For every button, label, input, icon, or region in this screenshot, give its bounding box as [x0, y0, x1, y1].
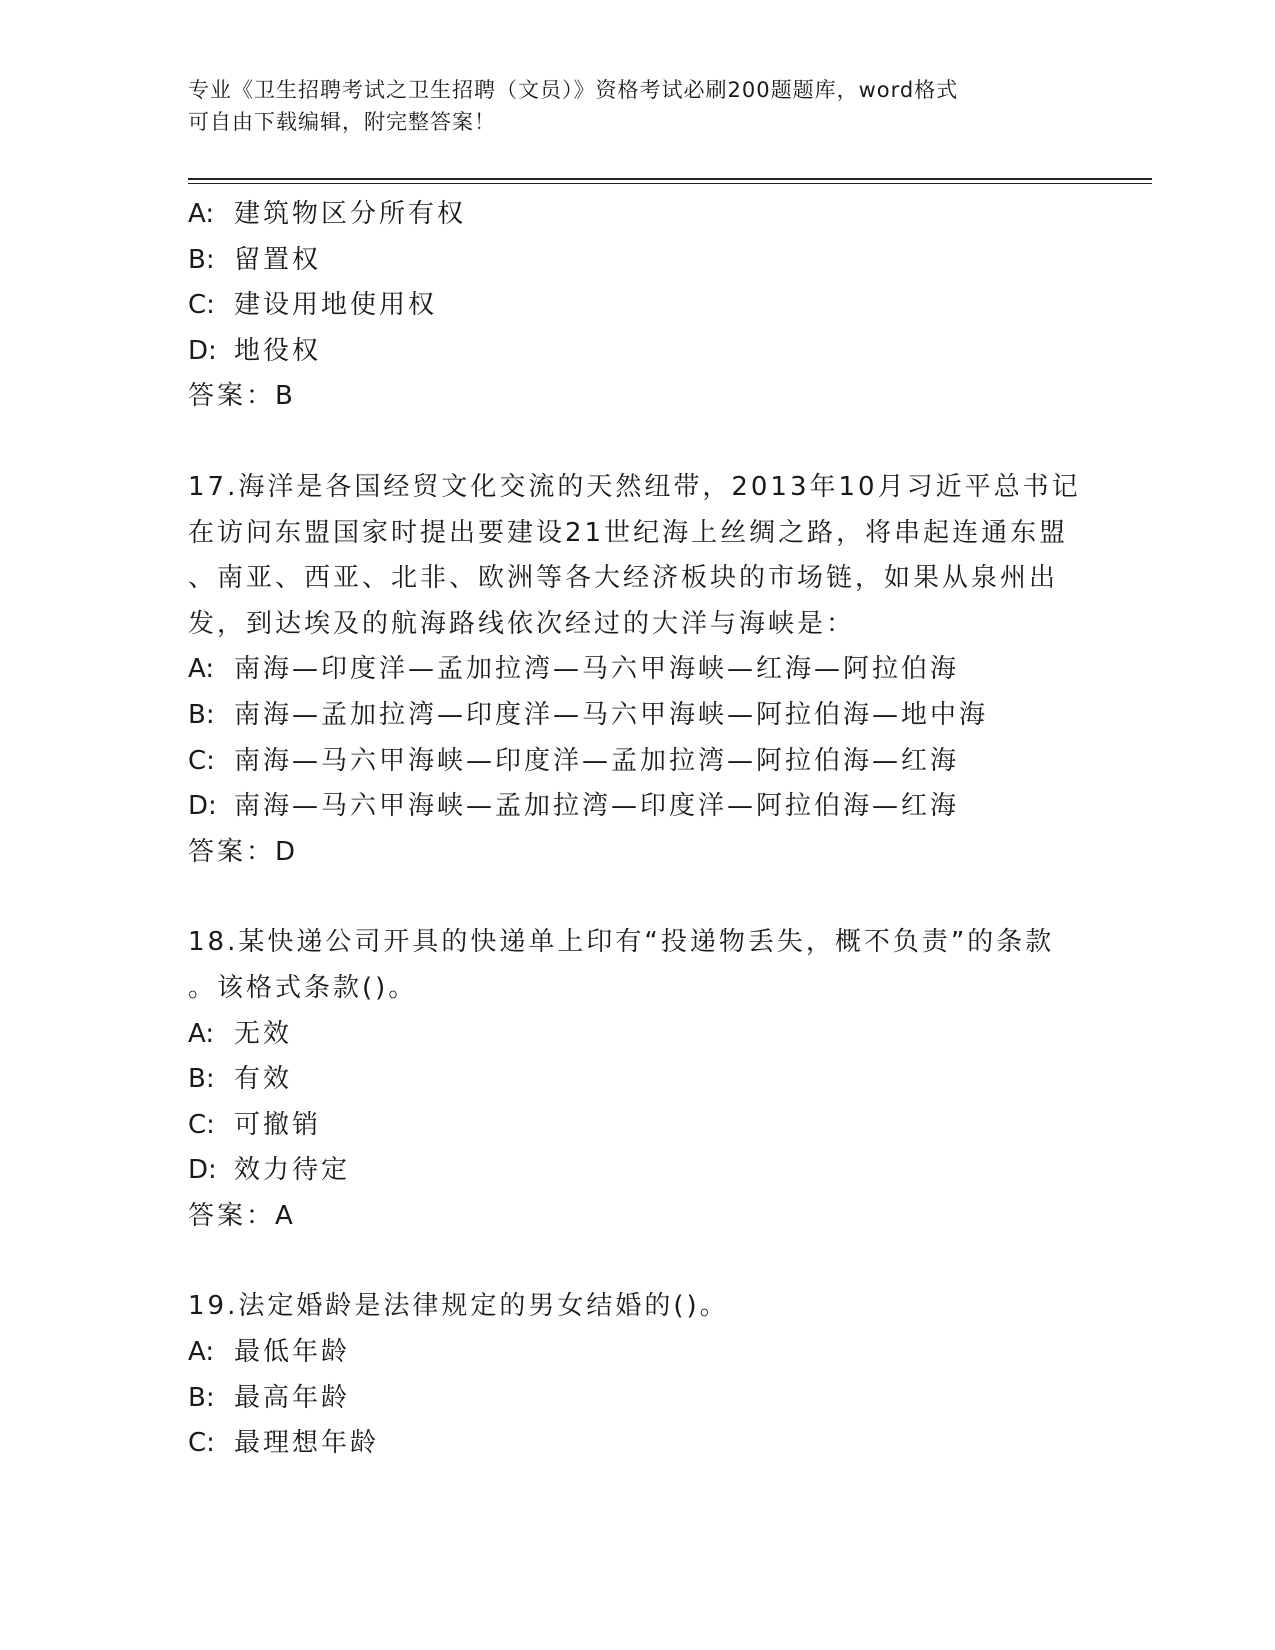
question-text-line: 19.法定婚龄是法律规定的男女结婚的()。 — [188, 1291, 729, 1322]
question-text-line: 发，到达埃及的航海路线依次经过的大洋与海峡是： — [188, 608, 856, 639]
question-text-line: 18.某快递公司开具的快递单上印有“投递物丢失，概不负责”的条款 — [188, 927, 1055, 958]
question-19 — [188, 1284, 1088, 1466]
question-content — [188, 192, 1088, 1467]
option-d: D: 地役权 — [188, 335, 322, 366]
question-text-line: 在访问东盟国家时提出要建设21世纪海上丝绸之路，将串起连通东盟 — [188, 517, 1069, 548]
question-text-line: 。该格式条款()。 — [188, 972, 418, 1003]
option-c: C: 最理想年龄 — [188, 1428, 380, 1459]
header-rule-thin — [188, 183, 1152, 184]
option-b: B: 有效 — [188, 1064, 293, 1095]
option-c: C: 建设用地使用权 — [188, 290, 438, 321]
question-17 — [188, 465, 1088, 875]
answer: 答案：D — [188, 836, 299, 867]
header-rule-thick — [188, 178, 1152, 180]
document-header — [188, 74, 1088, 138]
option-c: C: 南海—马六甲海峡—印度洋—孟加拉湾—阿拉伯海—红海 — [188, 745, 960, 776]
answer: 答案：B — [188, 381, 296, 412]
question-text-line: 17.海洋是各国经贸文化交流的天然纽带，2013年10月习近平总书记 — [188, 471, 1081, 502]
header-line-1: 专业《卫生招聘考试之卫生招聘（文员）》资格考试必刷200题题库，word格式 — [188, 78, 959, 102]
option-a: A: 最低年龄 — [188, 1337, 351, 1368]
header-line-2: 可自由下载编辑，附完整答案！ — [188, 110, 496, 134]
question-text-line: 、南亚、西亚、北非、欧洲等各大经济板块的市场链，如果从泉州出 — [188, 563, 1059, 594]
option-b: B: 南海—孟加拉湾—印度洋—马六甲海峡—阿拉伯海—地中海 — [188, 699, 989, 730]
option-a: A: 建筑物区分所有权 — [188, 199, 467, 229]
option-d: D: 效力待定 — [188, 1155, 351, 1186]
question-18 — [188, 920, 1088, 1239]
option-a: A: 南海—印度洋—孟加拉湾—马六甲海峡—红海—阿拉伯海 — [188, 654, 960, 685]
answer: 答案：A — [188, 1200, 296, 1231]
option-b: B: 最高年龄 — [188, 1382, 351, 1413]
option-a: A: 无效 — [188, 1018, 293, 1049]
question-16 — [188, 192, 1088, 420]
option-b: B: 留置权 — [188, 244, 322, 275]
option-c: C: 可撤销 — [188, 1109, 322, 1140]
option-d: D: 南海—马六甲海峡—孟加拉湾—印度洋—阿拉伯海—红海 — [188, 791, 960, 822]
